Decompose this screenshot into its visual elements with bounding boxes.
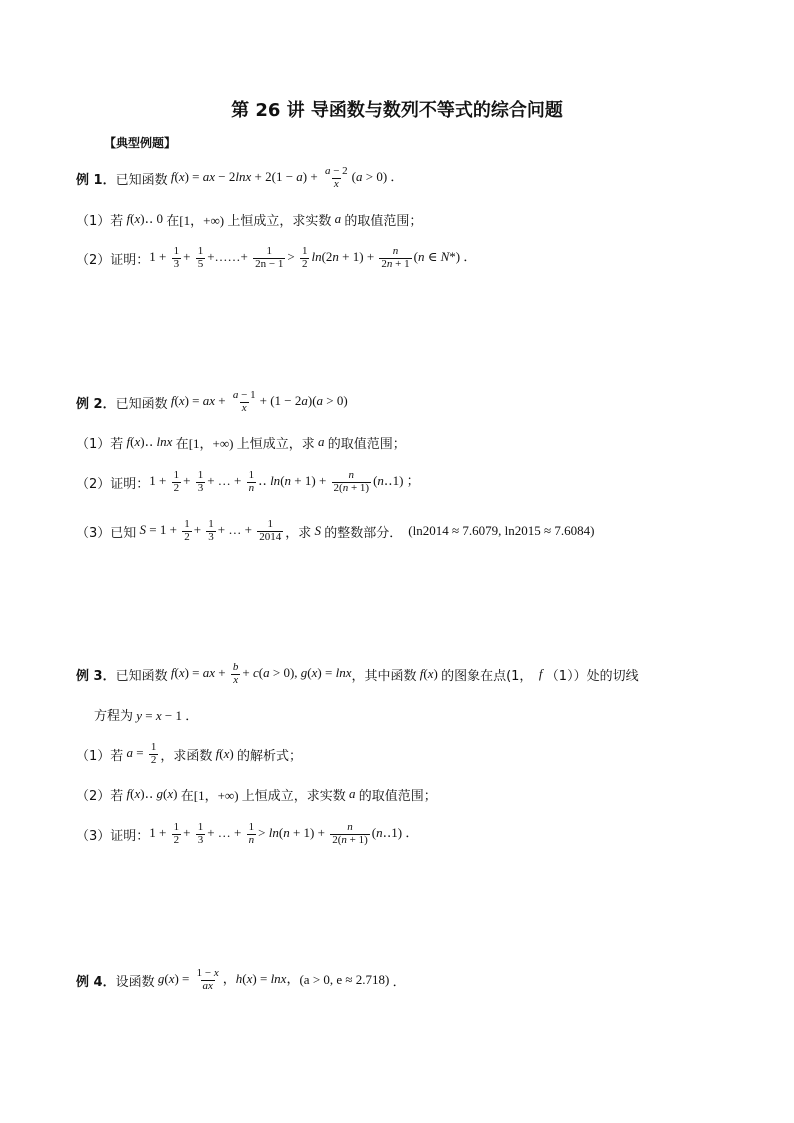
formula: g(x) = $\frac{1 - x}{ax}$ ，h(x) = lnx， xyxy=(157,966,300,992)
page-title: 第 26 讲 导函数与数列不等式的综合问题 xyxy=(231,100,563,121)
example-2-part-3: （3）已知 S = 1 + $\frac{1}{2}$ + $\frac{1}{3}$ + … + $\frac{1}{2014}$ ，求 S 的整数部分． (ln2014 ≈ 7.6079, ln2015 ≈ 7.6084) xyxy=(76,517,595,543)
example-3-part-2: （2）若 f(x)‥ g(x) 在 [1，+∞) 上恒成立，求实数 a 的取值范围； xyxy=(76,786,437,804)
example-4-statement: 例 4． 设函数 g(x) = $\frac{1 - x}{ax}$ ，h(x) = lnx， (a > 0, e ≈ 2.718) ． xyxy=(76,966,406,992)
example-3-statement: 例 3． 已知函数 f(x) = ax + $\frac{b}{x}$ + c(a > 0), g(x) = lnx ，其中函数 f(x) 的图象在点(1， f （1））处的切线 xyxy=(76,660,639,686)
example-2-statement: 例 2． 已知函数 f(x) = ax + $\frac{a - 1}{x}$ + (1 − 2a)(a > 0) xyxy=(76,388,348,414)
example-2-part-2: （2）证明： 1 + $\frac{1}{2}$ + $\frac{1}{3}$ + … + $\frac{1}{n}$ ‥ ln(n + 1) + $\frac{n}{2(n + 1)}$ (n‥1) ； xyxy=(76,468,420,494)
example-1-label: 例 1． xyxy=(76,172,116,188)
example-3-part-1: （1）若 a = $\frac{1}{2}$ ，求函数 f(x) 的解析式； xyxy=(76,740,302,766)
example-1-part-2: （2）证明： 1 + $\frac{1}{3}$ + $\frac{1}{5}$ +……+ $\frac{1}{2n - 1}$ > $\frac{1}{2}$ ln(2n + 1) + $\frac{n}{2n + 1}$ (n ∈ N*) ． xyxy=(76,244,477,270)
formula: f(x) = ax + $\frac{b}{x}$ + c(a > 0), g(x) = lnx xyxy=(170,660,352,686)
example-1-statement: 例 1． 已知函数 f(x) = ax − 2lnx + 2(1 − a) + $\frac{a - 2}{x}$ (a > 0) ． xyxy=(76,164,404,190)
example-1-part-1: （1）若 f(x)‥ 0 在 [1，+∞) 上恒成立，求实数 a 的取值范围； xyxy=(76,211,423,229)
example-3-label: 例 3． xyxy=(76,668,116,684)
example-4-label: 例 4． xyxy=(76,974,116,990)
example-2-label: 例 2． xyxy=(76,396,116,412)
formula: f(x) = ax + $\frac{a - 1}{x}$ + (1 − 2a)(a > 0) xyxy=(170,388,348,414)
formula: f(x) = ax − 2lnx + 2(1 − a) + $\frac{a - 2}{x}$ (a > 0) ． xyxy=(170,164,404,190)
formula: S = 1 + $\frac{1}{2}$ + $\frac{1}{3}$ + … + $\frac{1}{2014}$ xyxy=(139,517,282,543)
example-3-part-3: （3）证明： 1 + $\frac{1}{2}$ + $\frac{1}{3}$ + … + $\frac{1}{n}$ > ln(n + 1) + $\frac{n}{2(n + 1)}$ (n‥1) ． xyxy=(76,820,419,846)
example-3-statement-cont: 方程为 y = x − 1 ． xyxy=(94,707,199,724)
formula: 1 + $\frac{1}{2}$ + $\frac{1}{3}$ + … + $\frac{1}{n}$ > ln(n + 1) + $\frac{n}{2(n + 1)}$ (n‥1) ． xyxy=(149,820,419,846)
section-heading: 【典型例题】 xyxy=(104,136,177,150)
formula: 1 + $\frac{1}{3}$ + $\frac{1}{5}$ +……+ $\frac{1}{2n - 1}$ > $\frac{1}{2}$ ln(2n + 1) + $\frac{n}{2n + 1}$ (n ∈ N*) ． xyxy=(149,244,477,270)
example-2-part-1: （1）若 f(x)‥ lnx 在 [1，+∞) 上恒成立，求 a 的取值范围； xyxy=(76,434,406,452)
formula: 1 + $\frac{1}{2}$ + $\frac{1}{3}$ + … + $\frac{1}{n}$ ‥ ln(n + 1) + $\frac{n}{2(n + 1)}$ (n‥1) ； xyxy=(149,468,420,494)
